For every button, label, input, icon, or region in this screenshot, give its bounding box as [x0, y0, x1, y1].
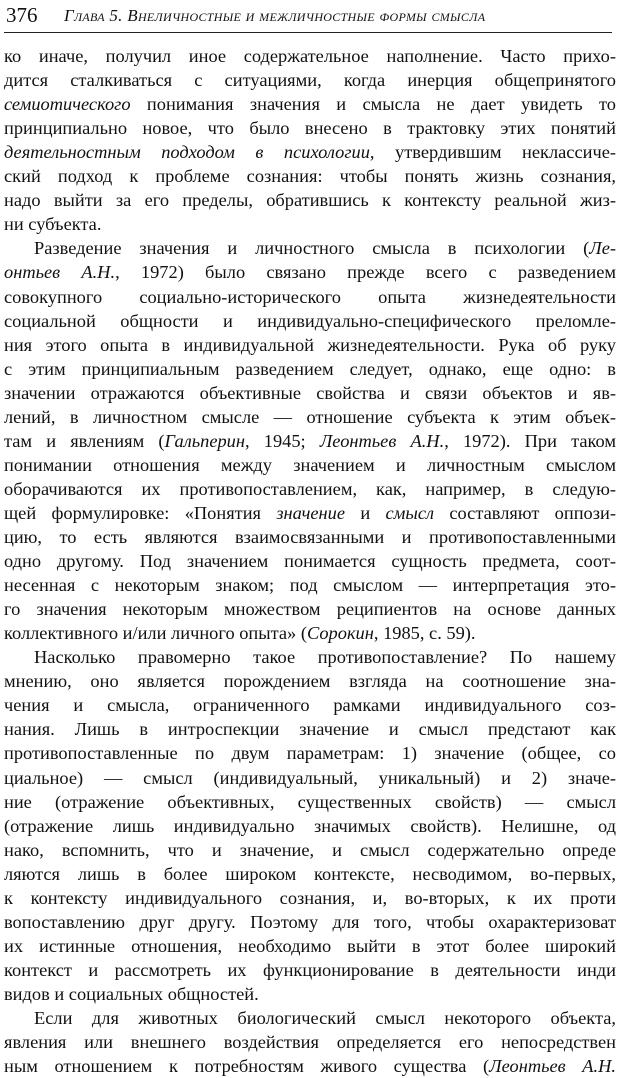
text-line: значении отражаются объективные свойства и связи объектов и яв-: [4, 382, 616, 403]
text-line: цию, то есть являются взаимосвязанными и противопоставленными: [4, 527, 616, 547]
text-line: принципиально новое, что было внесено в трактовку этих понятий: [4, 118, 616, 139]
text-line: несенная с некоторым знаком; под смыслом — интерпретация это-: [4, 575, 616, 596]
text-line: понимании отношения между значением и личностным смыслом: [4, 454, 616, 475]
text-line: социальной общности и индивидуально-специфического преломле-: [4, 310, 616, 331]
text-line: ным отношением к потребностям живого существа (Леонтьев А.Н.: [4, 1056, 616, 1077]
text-line: ко иначе, получил иное содержательное наполнение. Часто прихо-: [4, 46, 616, 66]
text-line: одно другому. Под значением понимается сущность предмета, соот-: [4, 551, 616, 572]
text-line: оборачиваются их противопоставлением, как, например, в следую-: [4, 478, 616, 499]
text-line: с этим принципиальным разведением следует, однако, еще одно: в: [4, 358, 616, 379]
text-line: го значения некоторым множеством реципиентов на основе данных: [4, 599, 616, 620]
text-line: щей формулировке: «Понятия значение и смысл составляют оппози-: [4, 502, 616, 523]
text-line: явления или внешнего воздействия определяется его непосредствен: [4, 1032, 616, 1053]
text-line: дится сталкиваться с ситуациями, когда инерция общепринятого: [4, 70, 616, 91]
text-line: нания. Лишь в интроспекции значение и смысл предстают как: [4, 719, 616, 740]
text-line: онтьев А.Н., 1972) было связано прежде всего с разведением: [4, 262, 616, 283]
text-line: их истинные отношения, необходимо выйти в этот более широкий: [4, 935, 616, 956]
running-head: Глава 5. Внеличностные и межличностные формы смысла: [64, 6, 486, 25]
text-line: мнению, оно является порождением взгляда на соотношение зна-: [4, 671, 616, 692]
text-line: Если для животных биологический смысл некоторого объекта,: [34, 1008, 616, 1028]
text-line: коллективного и/или личного опыта» (Сорокин, 1985, с. 59).: [4, 623, 476, 644]
text-line: Разведение значения и личностного смысла в психологии (Ле-: [34, 238, 616, 259]
text-line: видов и социальных общностей.: [4, 983, 259, 1004]
text-line: циальное) — смысл (индивидуальный, уникальный) и 2) значе-: [4, 767, 616, 788]
text-line: лений, в личностном смысле — отношение субъекта к этим объек-: [4, 406, 616, 427]
text-line: противопоставленные по двум параметрам: 1) значение (общее, со: [4, 743, 616, 764]
text-line: ния этого опыта в индивидуальной жизнедеятельности. Рука об руку: [4, 334, 616, 355]
page-number: 376: [6, 3, 38, 27]
text-line: совокупного социально-исторического опыта жизнедеятельности: [4, 286, 616, 307]
text-line: семиотического понимания значения и смысла не дает увидеть то: [4, 94, 616, 115]
text-line: ский подход к проблеме сознания: чтобы понять жизнь сознания,: [4, 166, 616, 187]
text-line: к контексту индивидуального сознания, и, во-вторых, к их проти: [4, 887, 616, 908]
text-line: ни субъекта.: [4, 214, 102, 235]
text-line: контекст и рассмотреть их функционирование в деятельности инди: [4, 959, 616, 980]
text-line: надо выйти за его пределы, обратившись к контексту реальной жиз-: [4, 190, 616, 211]
page-header: [4, 2, 612, 33]
text-line: вопоставлению друг другу. Поэтому для того, чтобы охарактеризоват: [4, 911, 616, 932]
text-line: там и явлениям (Гальперин, 1945; Леонтьев А.Н., 1972). При таком: [4, 430, 616, 451]
text-line: ние (отражение объективных, существенных свойств) — смысл: [4, 791, 616, 812]
text-line: Насколько правомерно такое противопоставление? По нашему: [34, 647, 616, 668]
text-line: нако, вспомнить, что и значение, и смысл содержательно опреде: [4, 839, 616, 860]
text-line: (отражение лишь индивидуально значимых свойств). Нелишне, од: [4, 815, 616, 836]
text-line: чения и смысла, ограниченного рамками индивидуального соз-: [4, 695, 616, 716]
text-line: деятельностным подходом в психологии, утвердившим неклассиче-: [4, 142, 616, 163]
text-line: ляются лишь в более широком контексте, несводимом, во-первых,: [4, 863, 616, 884]
